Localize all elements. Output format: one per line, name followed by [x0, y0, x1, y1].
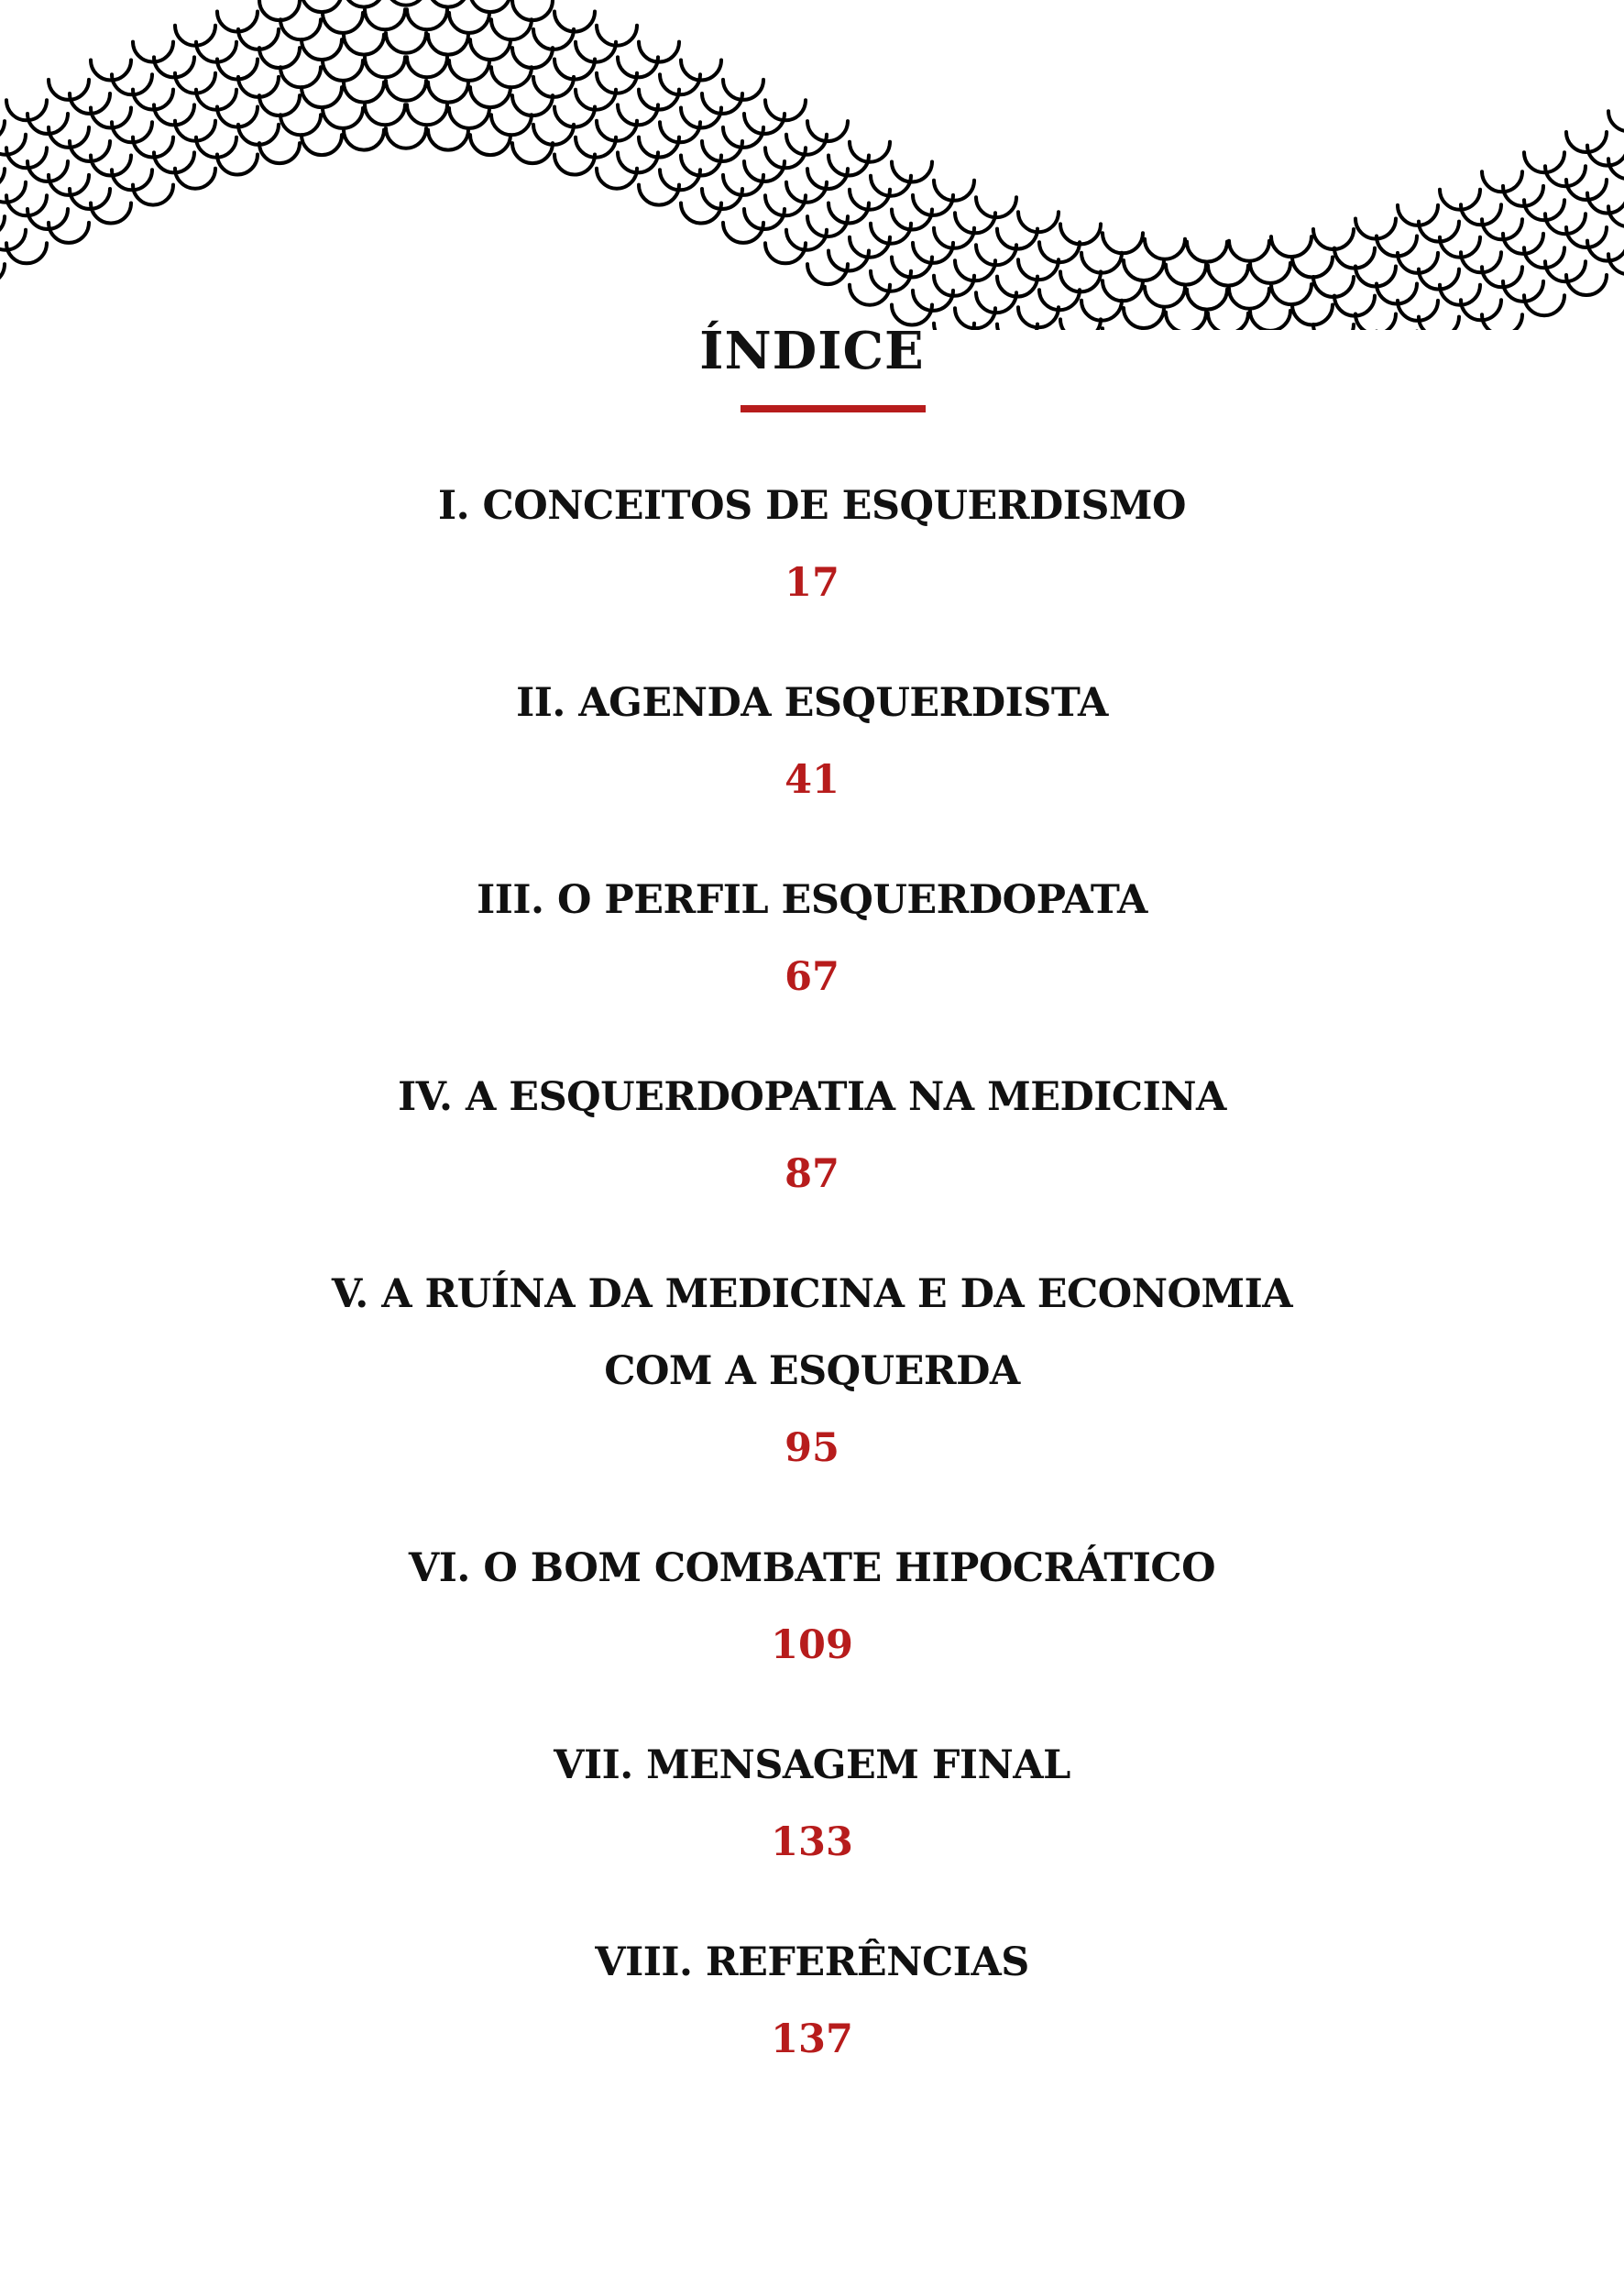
- toc-title-line: COM A ESQUERDA: [604, 1348, 1020, 1394]
- toc-title-line: VI. O BOM COMBATE HIPOCRÁTICO: [408, 1545, 1216, 1591]
- toc-page-number: 133: [771, 1819, 853, 1865]
- toc-entry: [0, 1530, 1624, 1684]
- scale-pattern-icon: [0, 0, 1624, 330]
- toc-entry: [0, 665, 1624, 818]
- table-of-contents: [0, 467, 1624, 2121]
- toc-title-line: VIII. REFERÊNCIAS: [595, 1939, 1029, 1985]
- toc-page-number: 109: [771, 1622, 853, 1668]
- toc-page-number: 87: [785, 1151, 839, 1197]
- toc-entry-title: [0, 467, 1624, 544]
- title-underline: [741, 405, 926, 412]
- toc-entry: [0, 1727, 1624, 1881]
- toc-entry-title: [0, 665, 1624, 742]
- toc-page-number: 17: [785, 560, 839, 606]
- toc-title-line: IV. A ESQUERDOPATIA NA MEDICINA: [398, 1074, 1226, 1120]
- toc-entry-title: [0, 1059, 1624, 1136]
- toc-entry-title: [0, 1924, 1624, 2001]
- toc-entry: [0, 862, 1624, 1016]
- toc-entry: [0, 1924, 1624, 2078]
- toc-title-line: I. CONCEITOS DE ESQUERDISMO: [438, 483, 1186, 529]
- toc-title-line: VII. MENSAGEM FINAL: [554, 1742, 1070, 1788]
- toc-entry-title: [0, 1530, 1624, 1607]
- toc-entry: [0, 1059, 1624, 1213]
- toc-page-number: 137: [771, 2016, 853, 2062]
- toc-entry: [0, 467, 1624, 621]
- toc-page-number: 41: [785, 757, 839, 803]
- toc-title-line: II. AGENDA ESQUERDISTA: [516, 680, 1108, 726]
- toc-page-number: 67: [785, 954, 839, 1000]
- toc-entry-title: [0, 862, 1624, 939]
- toc-title-line: V. A RUÍNA DA MEDICINA E DA ECONOMIA: [331, 1271, 1293, 1317]
- toc-page-number: 95: [785, 1425, 839, 1471]
- page-title: ÍNDICE: [699, 321, 925, 381]
- toc-entry-title: [0, 1727, 1624, 1804]
- scale-arcs: [0, 0, 1624, 330]
- toc-title-line: III. O PERFIL ESQUERDOPATA: [477, 877, 1147, 923]
- toc-entry: [0, 1256, 1624, 1487]
- toc-entry-title: [0, 1256, 1624, 1410]
